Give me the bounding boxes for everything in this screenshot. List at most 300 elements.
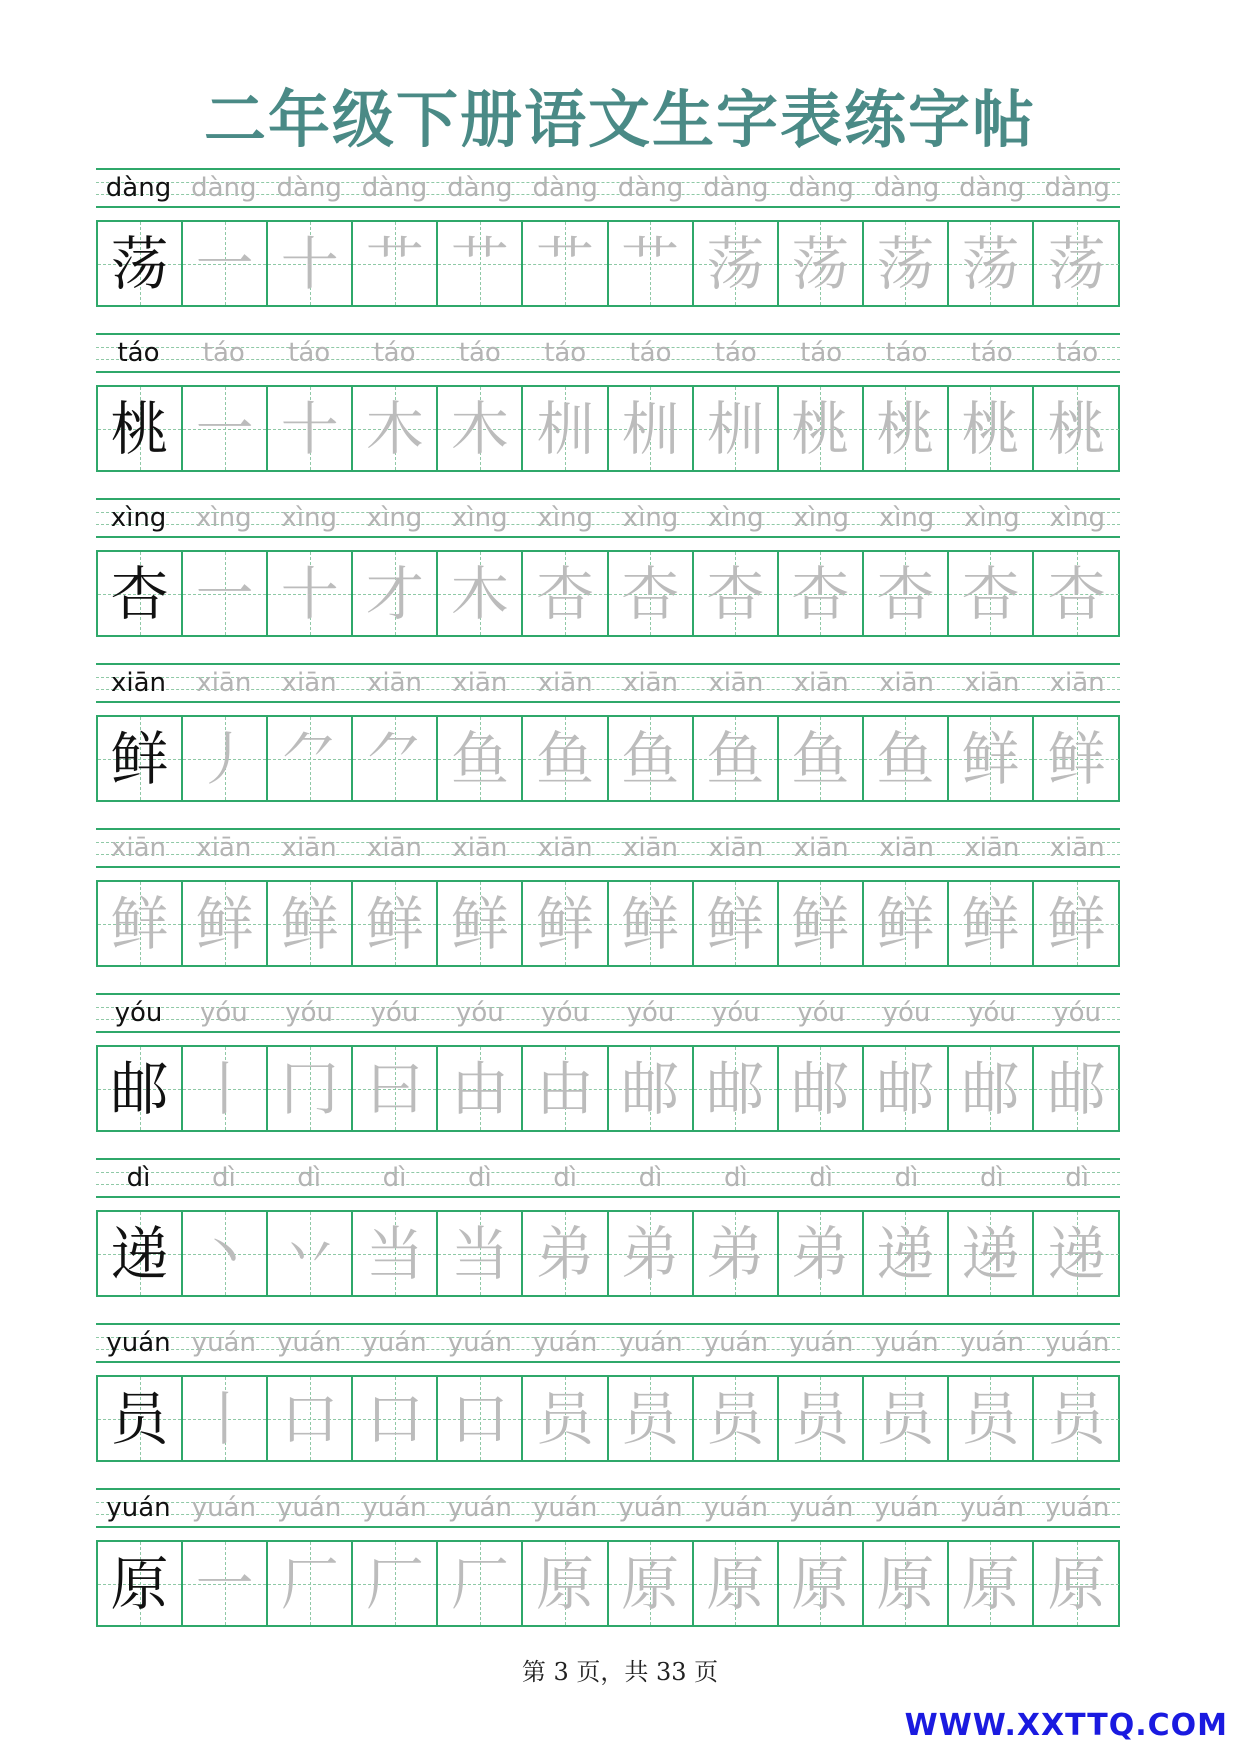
tianzige-cell [779, 387, 864, 470]
pinyin-label: xiān [537, 668, 593, 698]
tianzige-cell [438, 552, 523, 635]
pinyin-label: xiān [622, 668, 679, 698]
tianzige-cell [779, 1542, 864, 1625]
tianzige-cell [98, 1542, 183, 1625]
trace-character: 鲜 [706, 889, 765, 958]
tianzige-cell [98, 717, 183, 800]
trace-character: 杏 [791, 559, 850, 628]
pinyin-label: dì [382, 1163, 407, 1193]
pinyin-label: xiān [708, 833, 764, 863]
character-row [96, 385, 1120, 472]
pinyin-label: yuán [191, 1493, 256, 1523]
tianzige-cell [438, 1212, 523, 1295]
tianzige-cell [183, 1047, 268, 1130]
trace-character: 艹 [365, 229, 424, 298]
trace-character: 杏 [961, 559, 1020, 628]
pinyin-label: yuán [191, 1328, 256, 1358]
trace-character: 木 [450, 394, 509, 463]
tianzige-cell [183, 1212, 268, 1295]
trace-character: 一 [195, 1549, 254, 1618]
trace-character: 鱼 [876, 724, 935, 793]
pinyin-label: yuán [447, 1493, 512, 1523]
pinyin-label: xìng [878, 503, 935, 533]
pinyin-label: yuán [106, 1493, 171, 1523]
page-number: 第 3 页，共 33 页 [521, 1658, 719, 1686]
tianzige-cell [523, 222, 608, 305]
trace-character: 十 [280, 229, 339, 298]
pinyin-label: táo [373, 338, 416, 368]
tianzige-cell [864, 552, 949, 635]
pinyin-label: dàng [1044, 173, 1110, 203]
pinyin-label: xiān [622, 833, 679, 863]
tianzige-cell [864, 1212, 949, 1295]
pinyin-label: dì [211, 1163, 236, 1193]
tianzige-cell [1034, 387, 1119, 470]
trace-character: 口 [450, 1384, 509, 1453]
pinyin-label: xiān [281, 833, 337, 863]
character-row [96, 220, 1120, 307]
trace-character: 原 [876, 1549, 935, 1618]
pinyin-label: yuán [277, 1493, 342, 1523]
trace-character: 鱼 [450, 724, 509, 793]
pinyin-label: xìng [281, 503, 337, 533]
pinyin-row [96, 1323, 1120, 1363]
practice-row [96, 1158, 1120, 1323]
trace-character: 原 [706, 1549, 765, 1618]
character-row [96, 1540, 1120, 1627]
trace-character: 原 [961, 1549, 1020, 1618]
trace-character: 邮 [876, 1054, 935, 1123]
tianzige-cell [353, 1377, 438, 1460]
pinyin-label: táo [714, 338, 757, 368]
site-watermark: WWW.XXTTQ.COM [904, 1708, 1228, 1743]
page-title: 二年级下册语文生字表练字帖 [203, 83, 1036, 156]
tianzige-cell [268, 1047, 353, 1130]
model-character: 鲜 [110, 724, 169, 793]
pinyin-label: yuán [703, 1493, 768, 1523]
trace-character: 才 [365, 559, 424, 628]
pinyin-label: yuán [789, 1493, 854, 1523]
model-character: 原 [110, 1549, 169, 1618]
trace-character: 桃 [791, 394, 850, 463]
tianzige-cell [609, 552, 694, 635]
tianzige-cell [98, 387, 183, 470]
pinyin-label: xìng [110, 503, 167, 533]
tianzige-cell [268, 882, 353, 965]
trace-character: 艹 [536, 229, 595, 298]
pinyin-label: yóu [199, 998, 248, 1028]
tianzige-cell [864, 1542, 949, 1625]
pinyin-label: dàng [361, 173, 428, 203]
pinyin-row [96, 1488, 1120, 1528]
tianzige-cell [779, 717, 864, 800]
pinyin-label: yuán [874, 1493, 939, 1523]
pinyin-label: dì [723, 1163, 748, 1193]
pinyin-label: yuán [959, 1493, 1024, 1523]
tianzige-cell [694, 222, 779, 305]
trace-character: ⺈ [365, 724, 424, 793]
tianzige-cell [609, 222, 694, 305]
trace-character: 弟 [536, 1219, 595, 1288]
trace-character: 员 [536, 1384, 595, 1453]
pinyin-label: xiān [366, 668, 423, 698]
model-character: 递 [110, 1219, 169, 1288]
tianzige-cell [438, 1377, 523, 1460]
tianzige-cell [1034, 222, 1119, 305]
tianzige-cell [268, 1377, 353, 1460]
tianzige-cell [864, 717, 949, 800]
trace-character: 冂 [280, 1054, 339, 1123]
tianzige-cell [438, 1542, 523, 1625]
trace-character: 鲜 [110, 889, 169, 958]
pinyin-label: xiān [1049, 833, 1105, 863]
pinyin-label: yuán [362, 1493, 427, 1523]
tianzige-cell [694, 387, 779, 470]
pinyin-label: xiān [1049, 668, 1105, 698]
pinyin-label: táo [1056, 338, 1099, 368]
trace-character: 邮 [1047, 1054, 1106, 1123]
pinyin-row [96, 168, 1120, 208]
pinyin-label: yóu [455, 998, 504, 1028]
tianzige-cell [438, 222, 523, 305]
tianzige-cell [949, 1047, 1034, 1130]
pinyin-label: táo [544, 338, 587, 368]
pinyin-label: táo [288, 338, 331, 368]
tianzige-cell [353, 717, 438, 800]
pinyin-label: táo [202, 338, 245, 368]
pinyin-label: xiān [110, 668, 167, 698]
tianzige-cell [609, 1542, 694, 1625]
tianzige-cell [523, 882, 608, 965]
pinyin-label: dì [638, 1163, 663, 1193]
trace-character: 员 [621, 1384, 680, 1453]
practice-row [96, 993, 1120, 1158]
trace-character: 由 [450, 1054, 509, 1123]
tianzige-cell [523, 1542, 608, 1625]
trace-character: 桃 [1047, 394, 1106, 463]
pinyin-label: yuán [1045, 1328, 1110, 1358]
trace-character: 十 [280, 394, 339, 463]
trace-character: 木 [450, 559, 509, 628]
practice-row [96, 1488, 1120, 1653]
character-row [96, 550, 1120, 637]
trace-character: 十 [280, 559, 339, 628]
trace-character: 原 [621, 1549, 680, 1618]
trace-character: 杏 [621, 559, 680, 628]
tianzige-cell [523, 1212, 608, 1295]
pinyin-label: táo [458, 338, 501, 368]
pinyin-label: xìng [622, 503, 679, 533]
tianzige-cell [98, 222, 183, 305]
trace-character: 邮 [621, 1054, 680, 1123]
tianzige-cell [779, 1377, 864, 1460]
trace-character: 杏 [876, 559, 935, 628]
trace-character: 员 [961, 1384, 1020, 1453]
pinyin-row [96, 333, 1120, 373]
practice-sheet [96, 168, 1120, 1653]
pinyin-label: xiān [110, 833, 167, 863]
trace-character: 桃 [961, 394, 1020, 463]
tianzige-cell [98, 882, 183, 965]
tianzige-cell [523, 387, 608, 470]
pinyin-label: xiān [708, 668, 764, 698]
pinyin-label: yuán [789, 1328, 854, 1358]
model-character: 邮 [110, 1054, 169, 1123]
trace-character: 丷 [280, 1219, 339, 1288]
pinyin-label: yuán [277, 1328, 342, 1358]
pinyin-label: dàng [873, 173, 940, 203]
tianzige-cell [183, 1542, 268, 1625]
tianzige-cell [609, 1047, 694, 1130]
tianzige-cell [353, 552, 438, 635]
pinyin-label: xiān [793, 833, 849, 863]
tianzige-cell [183, 882, 268, 965]
trace-character: 杊 [706, 394, 765, 463]
tianzige-cell [609, 387, 694, 470]
character-row [96, 1375, 1120, 1462]
trace-character: 原 [536, 1549, 595, 1618]
tianzige-cell [353, 222, 438, 305]
pinyin-label: yóu [370, 998, 419, 1028]
pinyin-label: yóu [967, 998, 1016, 1028]
tianzige-cell [949, 552, 1034, 635]
trace-character: 鱼 [536, 724, 595, 793]
pinyin-label: xìng [793, 503, 849, 533]
pinyin-label: yuán [703, 1328, 768, 1358]
trace-character: 由 [536, 1054, 595, 1123]
tianzige-cell [1034, 882, 1119, 965]
trace-character: 鲜 [961, 724, 1020, 793]
tianzige-cell [1034, 1542, 1119, 1625]
trace-character: 员 [791, 1384, 850, 1453]
pinyin-label: dàng [532, 173, 598, 203]
tianzige-cell [523, 552, 608, 635]
trace-character: 桃 [876, 394, 935, 463]
tianzige-cell [949, 222, 1034, 305]
pinyin-label: dì [979, 1163, 1004, 1193]
trace-character: 鲜 [791, 889, 850, 958]
trace-character: 邮 [791, 1054, 850, 1123]
tianzige-cell [268, 1542, 353, 1625]
tianzige-cell [1034, 1377, 1119, 1460]
tianzige-cell [864, 222, 949, 305]
tianzige-cell [438, 717, 523, 800]
tianzige-cell [183, 222, 268, 305]
tianzige-cell [353, 1047, 438, 1130]
tianzige-cell [353, 1542, 438, 1625]
trace-character: 鱼 [706, 724, 765, 793]
tianzige-cell [694, 1542, 779, 1625]
trace-character: 荡 [876, 229, 935, 298]
pinyin-label: xiān [793, 668, 849, 698]
pinyin-label: táo [800, 338, 843, 368]
character-row [96, 1210, 1120, 1297]
trace-character: 艹 [450, 229, 509, 298]
character-row [96, 880, 1120, 967]
pinyin-label: dàng [703, 173, 769, 203]
practice-row [96, 333, 1120, 498]
trace-character: 杏 [536, 559, 595, 628]
tianzige-cell [1034, 717, 1119, 800]
trace-character: 荡 [706, 229, 765, 298]
tianzige-cell [949, 1377, 1034, 1460]
tianzige-cell [268, 387, 353, 470]
trace-character: 鲜 [621, 889, 680, 958]
model-character: 员 [110, 1384, 169, 1453]
trace-character: 荡 [1047, 229, 1106, 298]
pinyin-label: yuán [618, 1493, 683, 1523]
pinyin-label: xiān [964, 833, 1020, 863]
tianzige-cell [949, 1542, 1034, 1625]
character-row [96, 1045, 1120, 1132]
tianzige-cell [609, 1212, 694, 1295]
tianzige-cell [1034, 552, 1119, 635]
pinyin-label: dàng [959, 173, 1025, 203]
pinyin-label: dì [126, 1163, 151, 1193]
tianzige-cell [268, 1212, 353, 1295]
trace-character: 鲜 [1047, 889, 1106, 958]
trace-character: 厂 [365, 1549, 424, 1618]
pinyin-label: xìng [196, 503, 252, 533]
pinyin-label: dì [297, 1163, 322, 1193]
trace-character: 丶 [195, 1219, 254, 1288]
model-character: 杏 [110, 559, 169, 628]
model-character: 荡 [110, 229, 169, 298]
pinyin-label: táo [885, 338, 928, 368]
pinyin-label: xiān [281, 668, 337, 698]
pinyin-label: yóu [541, 998, 590, 1028]
trace-character: 厂 [450, 1549, 509, 1618]
trace-character: 鱼 [621, 724, 680, 793]
pinyin-label: dàng [276, 173, 342, 203]
tianzige-cell [609, 717, 694, 800]
pinyin-label: xiān [878, 833, 935, 863]
pinyin-label: yuán [959, 1328, 1024, 1358]
pinyin-label: yuán [1045, 1493, 1110, 1523]
pinyin-label: yuán [533, 1328, 598, 1358]
pinyin-label: xìng [366, 503, 423, 533]
tianzige-cell [864, 882, 949, 965]
tianzige-cell [183, 717, 268, 800]
trace-character: 鱼 [791, 724, 850, 793]
pinyin-label: táo [629, 338, 672, 368]
trace-character: 弟 [621, 1219, 680, 1288]
tianzige-cell [864, 1047, 949, 1130]
tianzige-cell [949, 1212, 1034, 1295]
tianzige-cell [98, 1047, 183, 1130]
pinyin-label: yóu [797, 998, 846, 1028]
tianzige-cell [1034, 1212, 1119, 1295]
pinyin-label: xiān [366, 833, 423, 863]
pinyin-label: xiān [964, 668, 1020, 698]
tianzige-cell [268, 552, 353, 635]
pinyin-label: xiān [537, 833, 593, 863]
pinyin-label: xiān [878, 668, 935, 698]
tianzige-cell [183, 552, 268, 635]
tianzige-cell [98, 1377, 183, 1460]
pinyin-label: xìng [964, 503, 1020, 533]
pinyin-label: yuán [362, 1328, 427, 1358]
trace-character: 当 [450, 1219, 509, 1288]
tianzige-cell [353, 387, 438, 470]
tianzige-cell [609, 1377, 694, 1460]
trace-character: 递 [876, 1219, 935, 1288]
trace-character: 弟 [791, 1219, 850, 1288]
pinyin-row [96, 498, 1120, 538]
pinyin-label: yóu [711, 998, 760, 1028]
trace-character: 鲜 [365, 889, 424, 958]
tianzige-cell [98, 552, 183, 635]
pinyin-label: dàng [191, 173, 257, 203]
tianzige-cell [864, 1377, 949, 1460]
practice-row [96, 663, 1120, 828]
pinyin-label: yóu [882, 998, 931, 1028]
tianzige-cell [98, 1212, 183, 1295]
trace-character: 原 [791, 1549, 850, 1618]
trace-character: 员 [1047, 1384, 1106, 1453]
pinyin-label: xìng [708, 503, 764, 533]
trace-character: 丿 [195, 724, 254, 793]
pinyin-label: dì [553, 1163, 578, 1193]
trace-character: 一 [195, 559, 254, 628]
pinyin-label: xìng [537, 503, 593, 533]
pinyin-label: yuán [533, 1493, 598, 1523]
tianzige-cell [864, 387, 949, 470]
pinyin-label: xìng [452, 503, 508, 533]
tianzige-cell [523, 1047, 608, 1130]
pinyin-label: yuán [874, 1328, 939, 1358]
pinyin-label: yuán [106, 1328, 171, 1358]
trace-character: 一 [195, 394, 254, 463]
trace-character: 曰 [365, 1054, 424, 1123]
pinyin-label: dì [1065, 1163, 1090, 1193]
pinyin-row [96, 1158, 1120, 1198]
pinyin-label: xiān [196, 833, 252, 863]
character-row [96, 715, 1120, 802]
trace-character: 鲜 [280, 889, 339, 958]
tianzige-cell [438, 1047, 523, 1130]
trace-character: ⺈ [280, 724, 339, 793]
trace-character: 当 [365, 1219, 424, 1288]
trace-character: 鲜 [195, 889, 254, 958]
pinyin-row [96, 828, 1120, 868]
model-character: 桃 [110, 394, 169, 463]
pinyin-label: xiān [196, 668, 252, 698]
trace-character: 口 [280, 1384, 339, 1453]
tianzige-cell [779, 1047, 864, 1130]
practice-row [96, 1323, 1120, 1488]
tianzige-cell [609, 882, 694, 965]
tianzige-cell [949, 387, 1034, 470]
trace-character: 丨 [195, 1054, 254, 1123]
tianzige-cell [268, 222, 353, 305]
tianzige-cell [353, 882, 438, 965]
trace-character: 木 [365, 394, 424, 463]
pinyin-label: yóu [1053, 998, 1102, 1028]
trace-character: 鲜 [961, 889, 1020, 958]
pinyin-label: dì [467, 1163, 492, 1193]
pinyin-row [96, 663, 1120, 703]
trace-character: 厂 [280, 1549, 339, 1618]
tianzige-cell [353, 1212, 438, 1295]
tianzige-cell [183, 1377, 268, 1460]
pinyin-row [96, 993, 1120, 1033]
tianzige-cell [268, 717, 353, 800]
trace-character: 邮 [961, 1054, 1020, 1123]
practice-row [96, 168, 1120, 333]
trace-character: 员 [706, 1384, 765, 1453]
trace-character: 鲜 [536, 889, 595, 958]
